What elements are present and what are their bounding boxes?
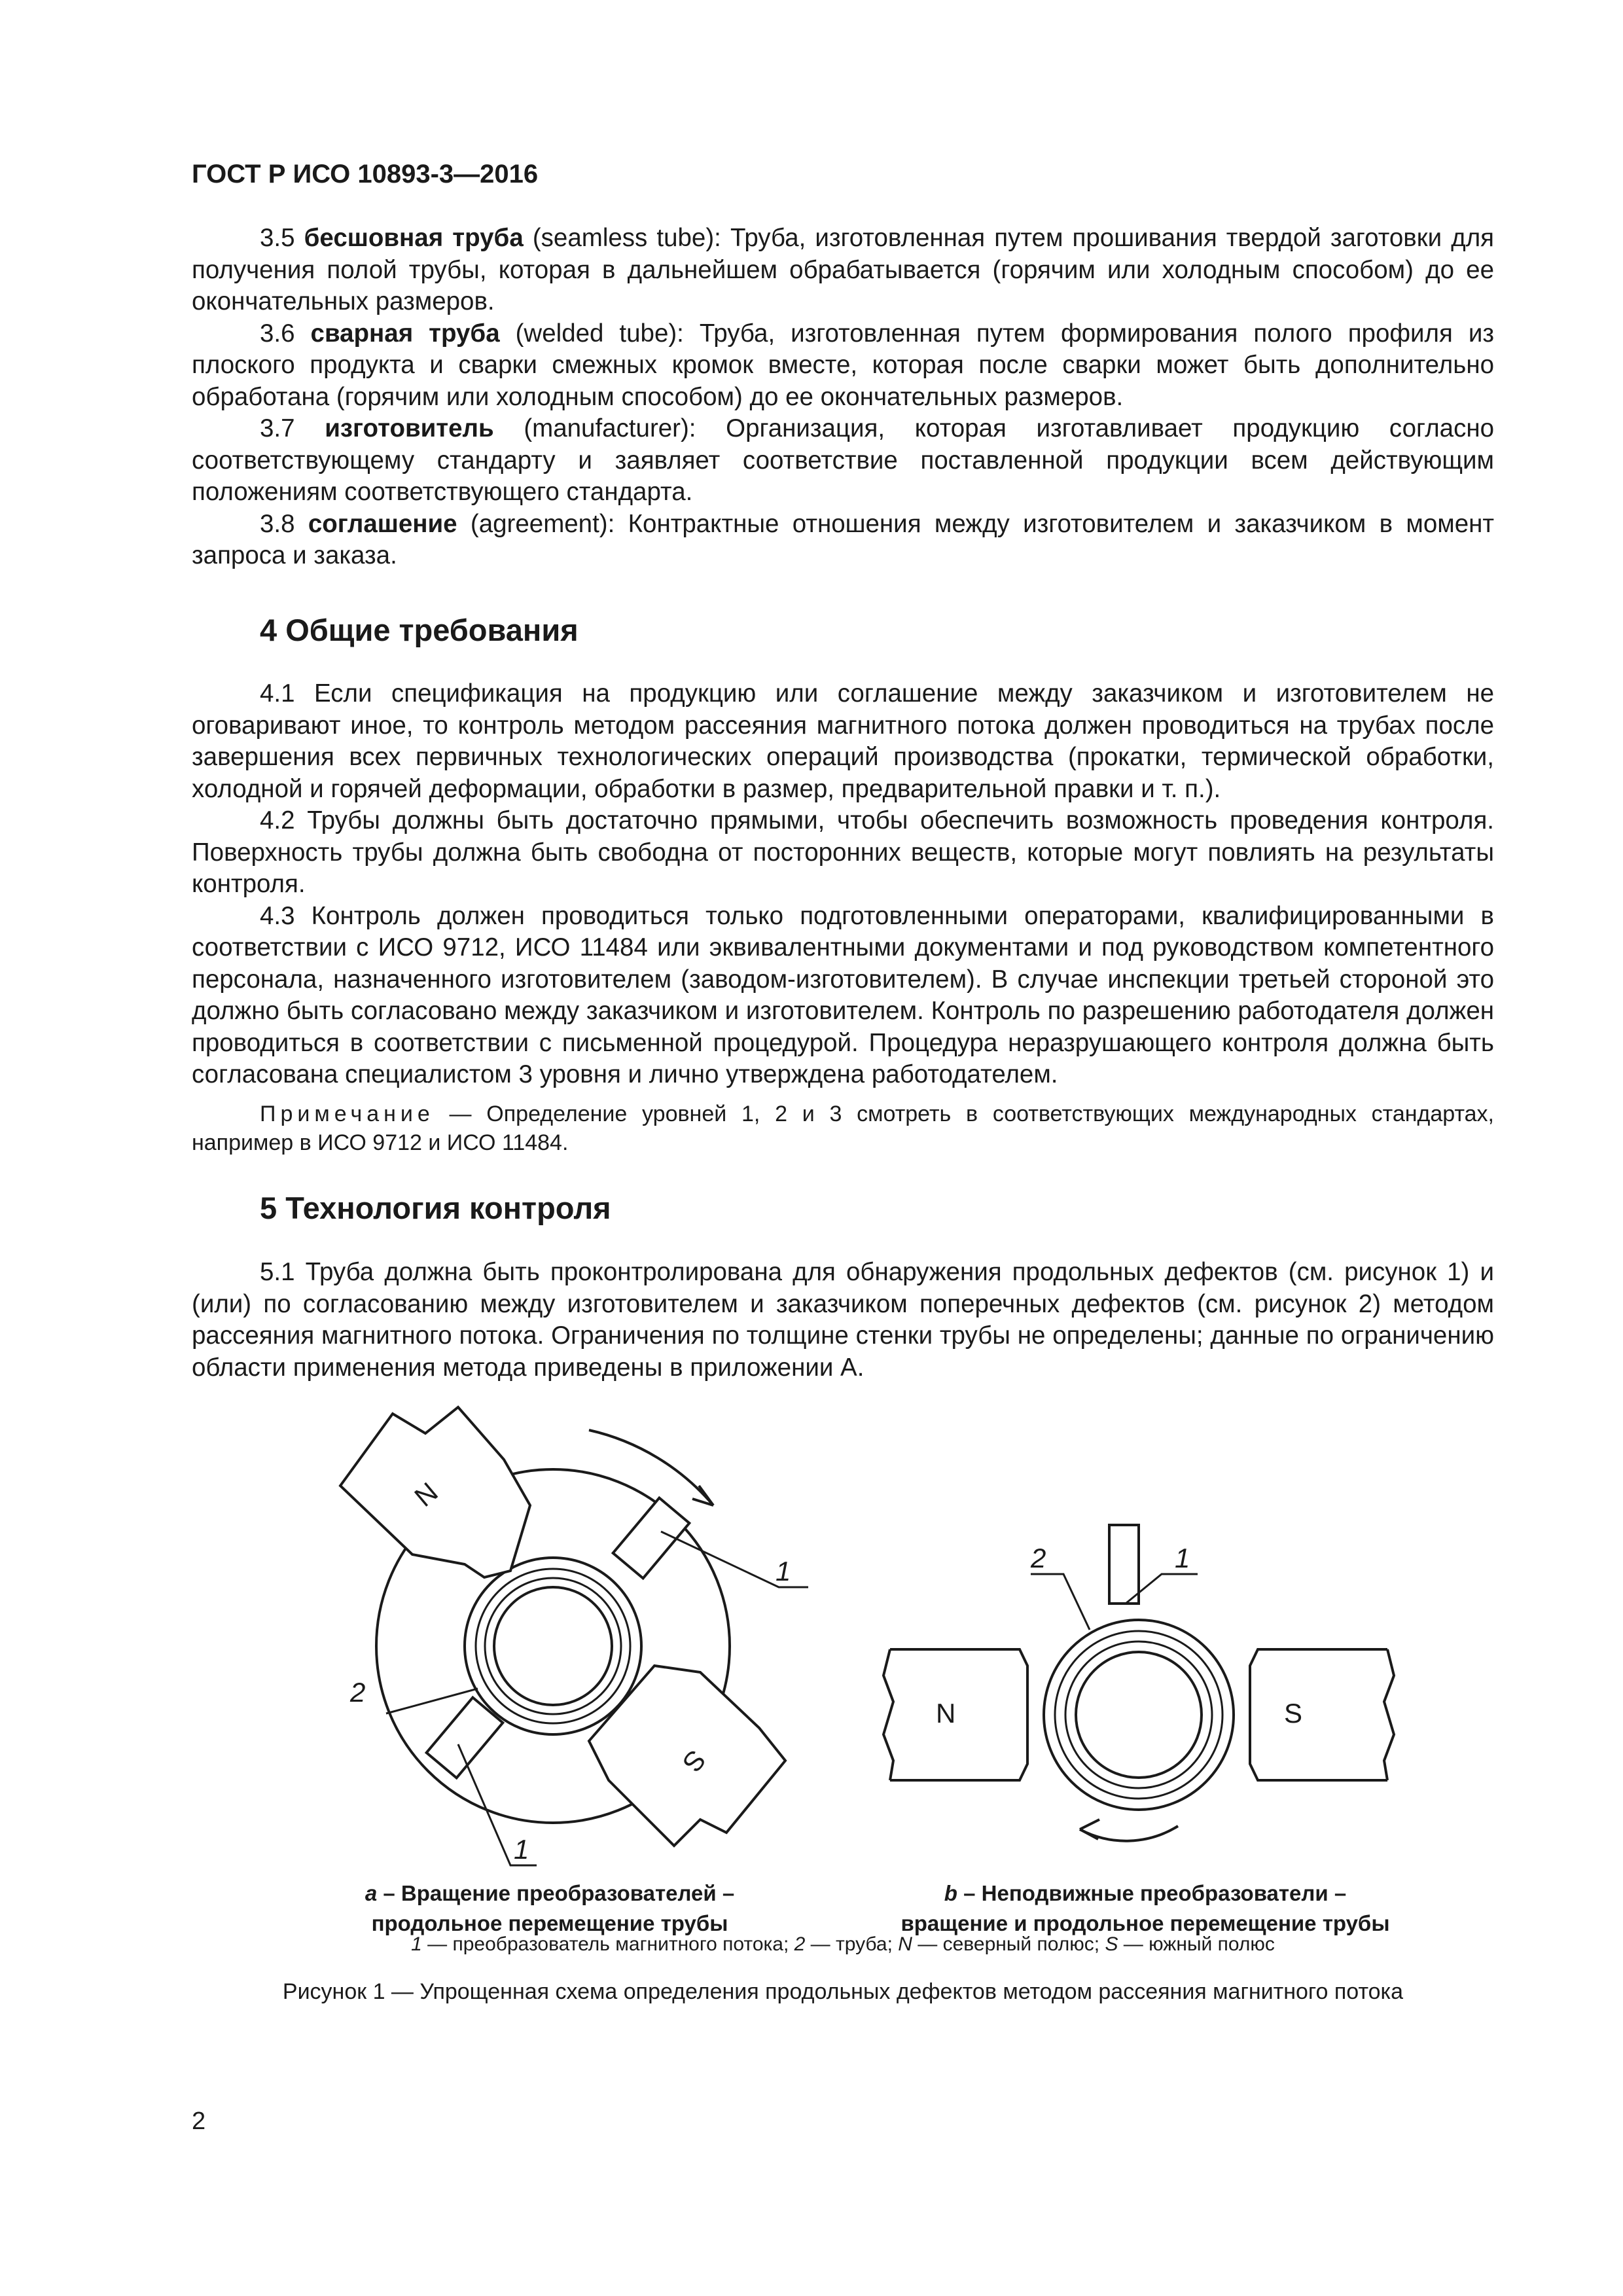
pipe-flux-line	[485, 1578, 621, 1714]
caption-a-line1: – Вращение преобразователей –	[377, 1881, 735, 1905]
definition-number: 3.5	[260, 224, 295, 252]
definition-body: (manufacturer): Организация, которая изготавливает продукцию согласно соответствующему стандарту и заявляет соответствие поставленной продукции всем действующим положениям соответствующего стандарта.	[192, 414, 1494, 506]
definition-term: сварная труба	[310, 319, 500, 348]
label-n-a: N	[408, 1476, 444, 1513]
label-s-a: S	[676, 1744, 712, 1778]
pipe-flux-line	[476, 1569, 630, 1723]
probe-b	[1109, 1525, 1139, 1604]
note-lead: Примечание	[260, 1102, 435, 1126]
caption-b-line1: – Неподвижные преобразователи –	[957, 1881, 1347, 1905]
caption-a-letter: a	[365, 1881, 378, 1905]
definition-number: 3.6	[260, 319, 295, 348]
legend-key-1: 1	[411, 1933, 422, 1955]
note-body: — Определение уровней 1, 2 и 3 смотреть в соответствующих международных стандартах, например в ИСО 9712 и ИСО 11484.	[192, 1102, 1494, 1155]
paragraph-4-1: 4.1 Если спецификация на продукцию или соглашение между заказчиком и изготовителем не оговаривают иное, то контроль методом рассеяния магнитного потока должен проводиться на трубах после завершения всех первичных технологических операций производства (прокатки, термической обработки, холодной и горячей деформации, обработки в размер, предварительной правки и т. п.).	[192, 679, 1494, 803]
section-4-heading: 4 Общие требования	[260, 613, 579, 647]
legend-text-n: — северный полюс;	[912, 1933, 1105, 1955]
probe-upper	[613, 1498, 690, 1579]
caption-b-line2: вращение и продольное перемещение трубы	[901, 1911, 1390, 1935]
caption-a-line2: продольное перемещение трубы	[371, 1911, 728, 1935]
leader-line-2b	[1031, 1574, 1090, 1630]
pipe-inner-wall	[494, 1587, 612, 1705]
caption-a	[288, 1878, 812, 1939]
pipe-inner-wall-b	[1076, 1652, 1202, 1778]
section-5-heading: 5 Технология контроля	[260, 1191, 611, 1225]
definition-body: (agreement): Контрактные отношения между изготовителем и заказчиком в момент запроса и заказа.	[192, 509, 1494, 569]
label-2-a: 2	[350, 1677, 366, 1708]
legend-text-1: — преобразователь магнитного потока;	[421, 1933, 794, 1955]
figure-legend	[192, 1933, 1494, 1956]
pipe-flux-line-b	[1065, 1641, 1212, 1788]
figure-a-diagram	[340, 1407, 808, 1865]
label-s-b: S	[1284, 1698, 1303, 1729]
document-header: ГОСТ Р ИСО 10893-3—2016	[192, 160, 539, 188]
legend-key-n: N	[898, 1933, 912, 1955]
legend-text-s: — южный полюс	[1118, 1933, 1275, 1955]
definition-term: бесшовная труба	[304, 224, 524, 252]
legend-key-s: S	[1105, 1933, 1118, 1955]
definition-body: (seamless tube): Труба, изготовленная путем прошивания твердой заготовки для получения полой трубы, которая в дальнейшем обрабатывается (горячим или холодным способом) до ее окончательных размеров.	[192, 224, 1494, 315]
figure-title: Рисунок 1 — Упрощенная схема определения продольных дефектов методом рассеяния магнитного потока	[282, 1979, 1404, 2004]
label-1-a-upper: 1	[776, 1556, 791, 1587]
definition-term: соглашение	[308, 509, 457, 538]
label-1-b: 1	[1175, 1543, 1190, 1573]
legend-text-2: — труба;	[805, 1933, 899, 1955]
pipe-flux-line-b	[1055, 1631, 1222, 1799]
paragraph-5-1: 5.1 Труба должна быть проконтролирована для обнаружения продольных дефектов (см. рисунок 1) и (или) по согласованию между изготовителем и заказчиком поперечных дефектов (см. рисунок 2) методом рассеяния магнитного потока. Ограничения по толщине стенки трубы не определены; данные по ограничению области применения метода приведены в приложении А.	[192, 1258, 1494, 1382]
caption-b-letter: b	[944, 1881, 957, 1905]
label-1-a-lower: 1	[514, 1834, 529, 1865]
label-n-b: N	[936, 1698, 956, 1729]
legend-key-2: 2	[794, 1933, 806, 1955]
definition-term: изготовитель	[325, 414, 494, 442]
figure-b-diagram	[883, 1525, 1394, 1841]
definition-body: (welded tube): Труба, изготовленная путем формирования полого профиля из плоского продукта и сварки смежных кромок вместе, которая после сварки может быть дополнительно обработана (горячим или холодным способом) до ее окончательных размеров.	[192, 319, 1494, 411]
definition-number: 3.7	[260, 414, 295, 442]
paragraph-4-2: 4.2 Трубы должны быть достаточно прямыми, чтобы обеспечить возможность проведения контроля. Поверхность трубы должна быть свободна от посторонних веществ, которые могут повлиять на результаты контроля.	[192, 806, 1494, 898]
definition-number: 3.8	[260, 509, 295, 538]
rotation-arrow	[589, 1430, 713, 1505]
pipe-outer-wall	[465, 1558, 641, 1734]
south-pole	[1250, 1649, 1387, 1780]
pipe-outer-wall-b	[1044, 1620, 1234, 1810]
north-pole	[890, 1649, 1027, 1780]
paragraph-4-3: 4.3 Контроль должен проводиться только подготовленными операторами, квалифицированными в соответствии с ИСО 9712, ИСО 11484 или эквивалентными документами и под руководством компетентного персонала, назначенного изготовителем (заводом-изготовителем). В случае инспекции третьей стороной это должно быть согласовано между заказчиком и изготовителем. Контроль по разрешению работодателя должен проводиться в соответствии с письменной процедурой. Процедура неразрушающего контроля должна быть согласована специалистом 3 уровня и лично утверждена работодателем.	[192, 901, 1494, 1088]
label-2-b: 2	[1031, 1543, 1046, 1573]
caption-b	[851, 1878, 1440, 1939]
page-number: 2	[192, 2108, 206, 2135]
